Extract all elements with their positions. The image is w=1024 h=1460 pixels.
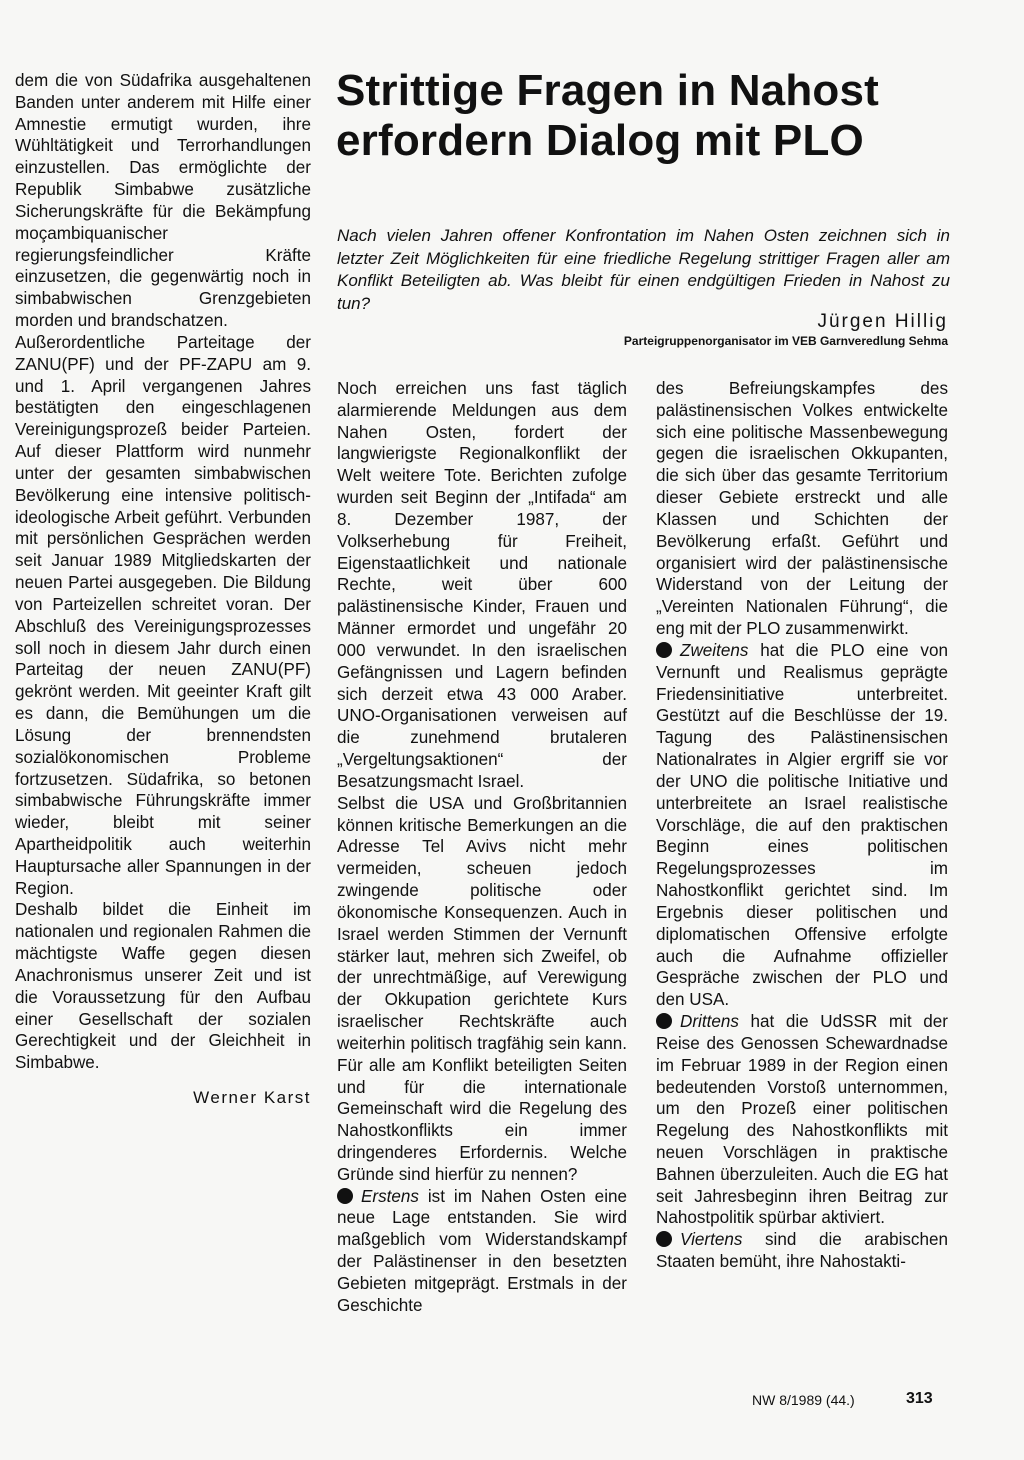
right-bullet-paragraph-1 [656, 640, 948, 1011]
bullet-dot-icon [656, 1013, 672, 1029]
right-bullet-paragraph-2 [656, 1011, 948, 1229]
bullet-lead-zweitens: Zweitens [680, 640, 749, 660]
left-column [15, 70, 311, 1108]
left-paragraph-1: dem die von Südafrika ausgehaltenen Banden unter anderem mit Hilfe einer Amnestie ermutigt wurden, ihre Wühltätigkeit und Terrorhandlungen einzustellen. Das ermöglichte der Republik Simbabwe zusätzliche Sicherungskräfte für die Bekämpfung moçambiquanischer regierungsfeindlicher Kräfte einzusetzen, die gegenwärtig noch in simbabwischen Grenzgebieten morden und brandschatzen. [15, 71, 311, 331]
author-name: Jürgen Hillig [817, 311, 948, 332]
author-role: Parteigruppenorganisator im VEB Garnveredlung Sehma [623, 334, 948, 348]
left-signature: Werner Karst [193, 1088, 311, 1108]
article-lead: Nach vielen Jahren offener Konfrontation im Nahen Osten zeichnen sich in letzter Zeit Möglichkeiten für eine friedliche Regelung strittiger Fragen aller am Konflikt Beteiligten ab. Was bleibt für einen endgültigen Frieden in Nahost zu tun? [337, 226, 950, 313]
right-paragraph-1: des Befreiungskampfes des palästinensischen Volkes entwickelte sich eine politische Massenbewegung gegen die israelischen Okkupanten, die sich über das gesamte Territorium dieser Gebiete erstreckt und alle Klassen und Schichten der Bevölkerung erfaßt. Geführt und organisiert wird der palästinensische Widerstand von der Leitung der „Vereinten Nationalen Führung“, die eng mit der PLO zusammenwirkt. [656, 379, 948, 639]
middle-paragraph-2: Selbst die USA und Großbritannien können kritische Bemerkungen an die Adresse Tel Avivs nicht mehr vermeiden, scheuen jedoch zwingende politische oder ökonomische Konsequenzen. Auch in Israel werden Stimmen der Vernunft stärker laut, mehren sich Zweifel, ob der unrechtmäßige, auf Verewigung der Okkupation gerichtete Kurs israelischer Rechtskräfte auch weiterhin politisch tragfähig sein kann. Für alle am Konflikt beteiligten Seiten und für die internationale Gemeinschaft wird die Regelung des Nahostkonflikts ein immer dringenderes Erfordernis. Welche Gründe sind hierfür zu nennen? [337, 793, 627, 1184]
bullet-text-drittens: hat die UdSSR mit der Reise des Genossen Schewardnadse im Februar 1989 in der Region einen bedeutenden Vorstoß unternommen, um den Prozeß einer politischen Regelung des Nahostkonflikts mit neuen Vorschlägen in praktische Bahnen überzuleiten. Auch die EG hat seit Jahresbeginn ihren Beitrag zur Nahostpolitik spürbar aktiviert. [656, 1012, 948, 1228]
page-number: 313 [906, 1390, 933, 1407]
footer-issue: NW 8/1989 (44.) [752, 1392, 855, 1408]
bullet-dot-icon [656, 642, 672, 658]
bullet-lead-drittens: Drittens [680, 1012, 739, 1032]
bullet-lead-erstens: Erstens [361, 1186, 419, 1206]
bullet-text-erstens: ist im Nahen Osten eine neue Lage entstanden. Sie wird maßgeblich vom Widerstandskampf der Palästinenser in den besetzten Gebieten mitgeprägt. Erstmals in der Geschichte [337, 1186, 627, 1315]
middle-column [337, 378, 627, 1317]
bullet-lead-viertens: Viertens [680, 1230, 743, 1250]
bullet-dot-icon [337, 1188, 353, 1204]
right-bullet-paragraph-3 [656, 1229, 948, 1273]
right-column [656, 378, 948, 1273]
bullet-text-viertens: sind die arabischen Staaten bemüht, ihre Nahostakti- [656, 1230, 948, 1272]
article-headline: Strittige Fragen in Nahost erfordern Dialog mit PLO [336, 66, 880, 165]
bullet-text-zweitens: hat die PLO eine von Vernunft und Realismus geprägte Friedensinitiative unterbreitet. Gestützt auf die Beschlüsse der 19. Tagung des Palästinensischen Nationalrates in Algier ergriff sie vor der UNO die politische Initiative und unterbreitete an Israel realistische Vorschläge, die auf den praktischen Beginn eines politischen Regelungsprozesses im Nahostkonflikt gerichtet sind. Im Ergebnis dieser politischen und diplomatischen Offensive erfolgte auch die Aufnahme offizieller Gespräche zwischen der PLO und den USA. [656, 640, 948, 1010]
bullet-dot-icon [656, 1231, 672, 1247]
left-paragraph-2: Außerordentliche Parteitage der ZANU(PF) und der PF-ZAPU am 9. und 1. April vergangenen Jahres bestätigten den eingeschlagenen Vereinigungsprozeß beider Parteien. Auf dieser Plattform wird nunmehr unter der gesamten simbabwischen Bevölkerung eine intensive politisch-ideologische Arbeit geführt. Verbunden mit persönlichen Gesprächen werden seit Januar 1989 Mitgliedskarten der neuen Partei ausgegeben. Die Bildung von Parteizellen schreitet voran. Der Abschluß des Vereinigungsprozesses soll noch in diesem Jahr durch einen Parteitag der neuen ZANU(PF) gekrönt werden. Mit geeinter Kraft gilt es dann, die Bemühungen um die Lösung der brennendsten sozialökonomischen Probleme fortzusetzen. Südafrika, so betonen simbabwische Führungskräfte immer wieder, bleibt mit seiner Apartheidpolitik auch weiterhin Hauptursache aller Spannungen in der Region. [15, 332, 311, 898]
middle-bullet-paragraph [337, 1186, 627, 1317]
middle-paragraph-1: Noch erreichen uns fast täglich alarmierende Meldungen aus dem Nahen Osten, fordert der langwierigste Regionalkonflikt der Welt weitere Tote. Berichten zufolge wurden seit Beginn der „Intifada“ am 8. Dezember 1987, der Volkserhebung für Freiheit, Eigenstaatlichkeit und nationale Rechte, weit über 600 palästinensische Kinder, Frauen und Männer ermordet und ungefähr 20 000 verwundet. In den israelischen Gefängnissen und Lagern befinden sich derzeit etwa 43 000 Araber. UNO-Organisationen verweisen auf die zunehmend brutaleren „Vergeltungsaktionen“ der Besatzungsmacht Israel. [337, 379, 627, 791]
left-paragraph-3: Deshalb bildet die Einheit im nationalen und regionalen Rahmen die mächtigste Waffe gegen diesen Anachronismus unserer Zeit und ist die Voraussetzung für den Aufbau einer Gesellschaft der sozialen Gerechtigkeit und der Gleichheit in Simbabwe. [15, 900, 311, 1073]
